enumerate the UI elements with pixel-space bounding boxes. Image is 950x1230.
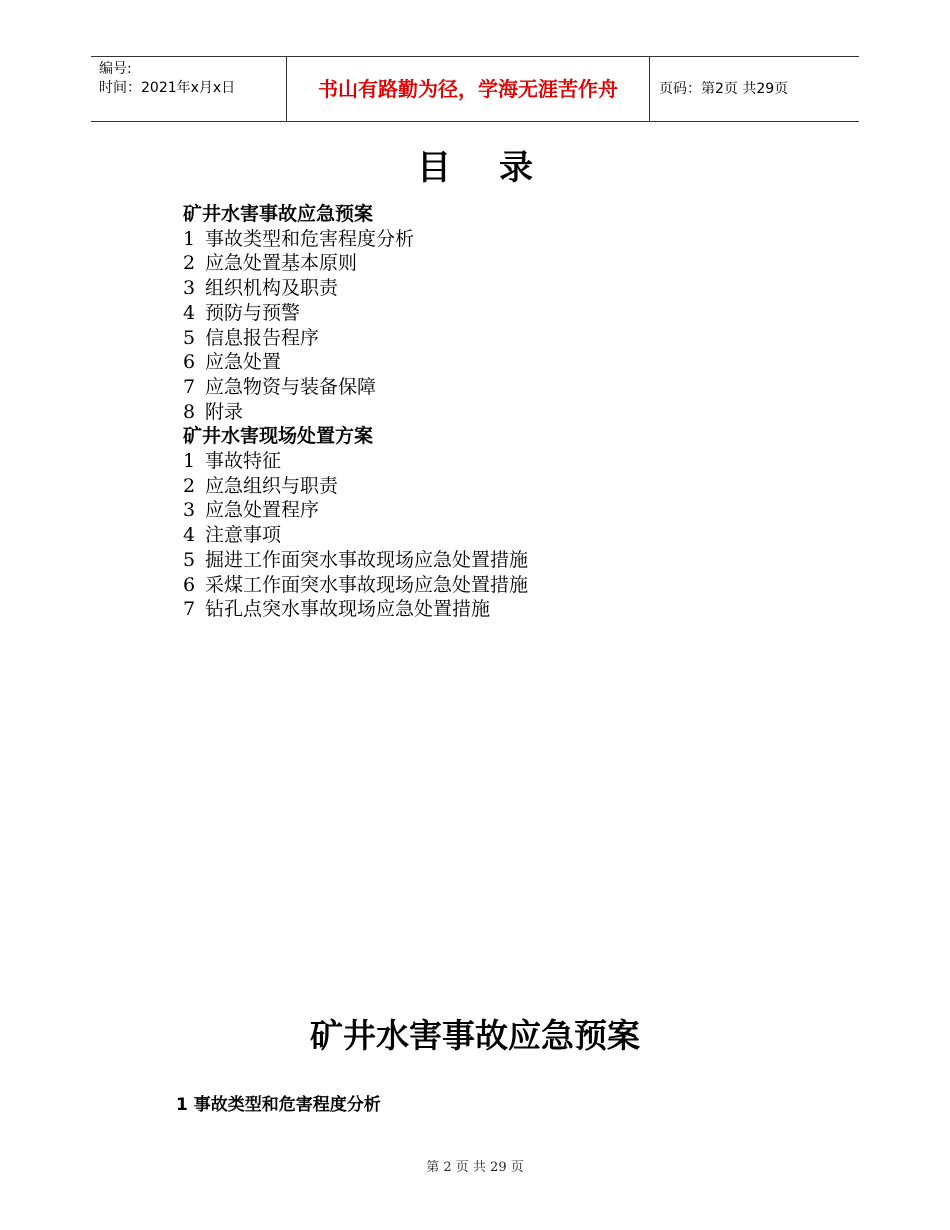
toc-item[interactable] [183,251,528,276]
toc-item-number: 7 [183,598,196,621]
toc-item-text: 应急处置 [205,351,282,374]
toc-item-number: 5 [183,548,196,571]
toc-item-number: 8 [183,400,196,423]
page-footer: 第 2 页 共 29 页 [426,1160,524,1175]
header-motto: 书山有路勤为径，学海无涯苦作舟 [318,77,618,101]
toc-title-left: 目 [417,148,451,188]
toc-section-title[interactable]: 矿井水害现场处置方案 [183,425,374,448]
toc-item[interactable] [183,548,528,573]
toc-item[interactable] [183,498,528,523]
toc-item-number: 2 [183,474,196,497]
toc-item-text: 掘进工作面突水事故现场应急处置措施 [205,548,529,571]
document-title: 矿井水害事故应急预案 [310,1016,640,1055]
toc-item-text: 钻孔点突水事故现场应急处置措施 [205,598,491,621]
toc-item-text: 采煤工作面突水事故现场应急处置措施 [205,573,529,596]
page-header [91,56,859,122]
toc-item-text: 注意事项 [205,524,282,547]
toc-item-number: 2 [183,252,196,275]
header-number-label: 编号: [99,61,132,77]
toc-section-title[interactable]: 矿井水害事故应急预案 [183,203,374,225]
toc-item-number: 6 [183,351,196,374]
toc-item-text: 应急处置程序 [205,499,320,522]
toc-item[interactable] [183,350,528,375]
toc-item-text: 事故特征 [205,450,282,473]
section-heading: 1 事故类型和危害程度分析 [176,1095,381,1115]
toc-item-number: 6 [183,573,196,596]
toc-item-text: 预防与预警 [205,301,301,324]
toc-item[interactable] [183,474,528,499]
toc-item-number: 4 [183,524,196,547]
toc-item-text: 事故类型和危害程度分析 [205,227,415,250]
toc-item[interactable] [183,523,528,548]
toc-item-text: 应急组织与职责 [205,474,339,497]
toc-item-text: 组织机构及职责 [205,277,339,300]
toc-item[interactable] [183,375,528,400]
toc-item-number: 1 [183,227,196,250]
table-of-contents [183,202,528,622]
header-divider-right [649,57,650,122]
toc-item-number: 5 [183,326,196,349]
toc-item[interactable] [183,227,528,252]
toc-item-text: 附录 [205,400,244,423]
toc-item-number: 3 [183,277,196,300]
toc-item-number: 3 [183,499,196,522]
toc-title-right: 录 [499,148,533,188]
toc-item[interactable] [183,326,528,351]
toc-item[interactable] [183,597,528,622]
toc-title [0,140,950,189]
header-time-label: 时间：2021年x月x日 [99,80,236,96]
header-meta [99,60,285,98]
toc-item[interactable] [183,573,528,598]
toc-item-text: 应急处置基本原则 [205,252,358,275]
toc-item-text: 应急物资与装备保障 [205,375,377,398]
toc-item-number: 1 [183,450,196,473]
toc-item[interactable] [183,449,528,474]
toc-item-number: 4 [183,301,196,324]
toc-item[interactable] [183,400,528,425]
header-page-info: 页码：第2页 共29页 [659,81,789,97]
toc-item[interactable] [183,301,528,326]
toc-item[interactable] [183,276,528,301]
toc-item-text: 信息报告程序 [205,326,320,349]
toc-item-number: 7 [183,375,196,398]
